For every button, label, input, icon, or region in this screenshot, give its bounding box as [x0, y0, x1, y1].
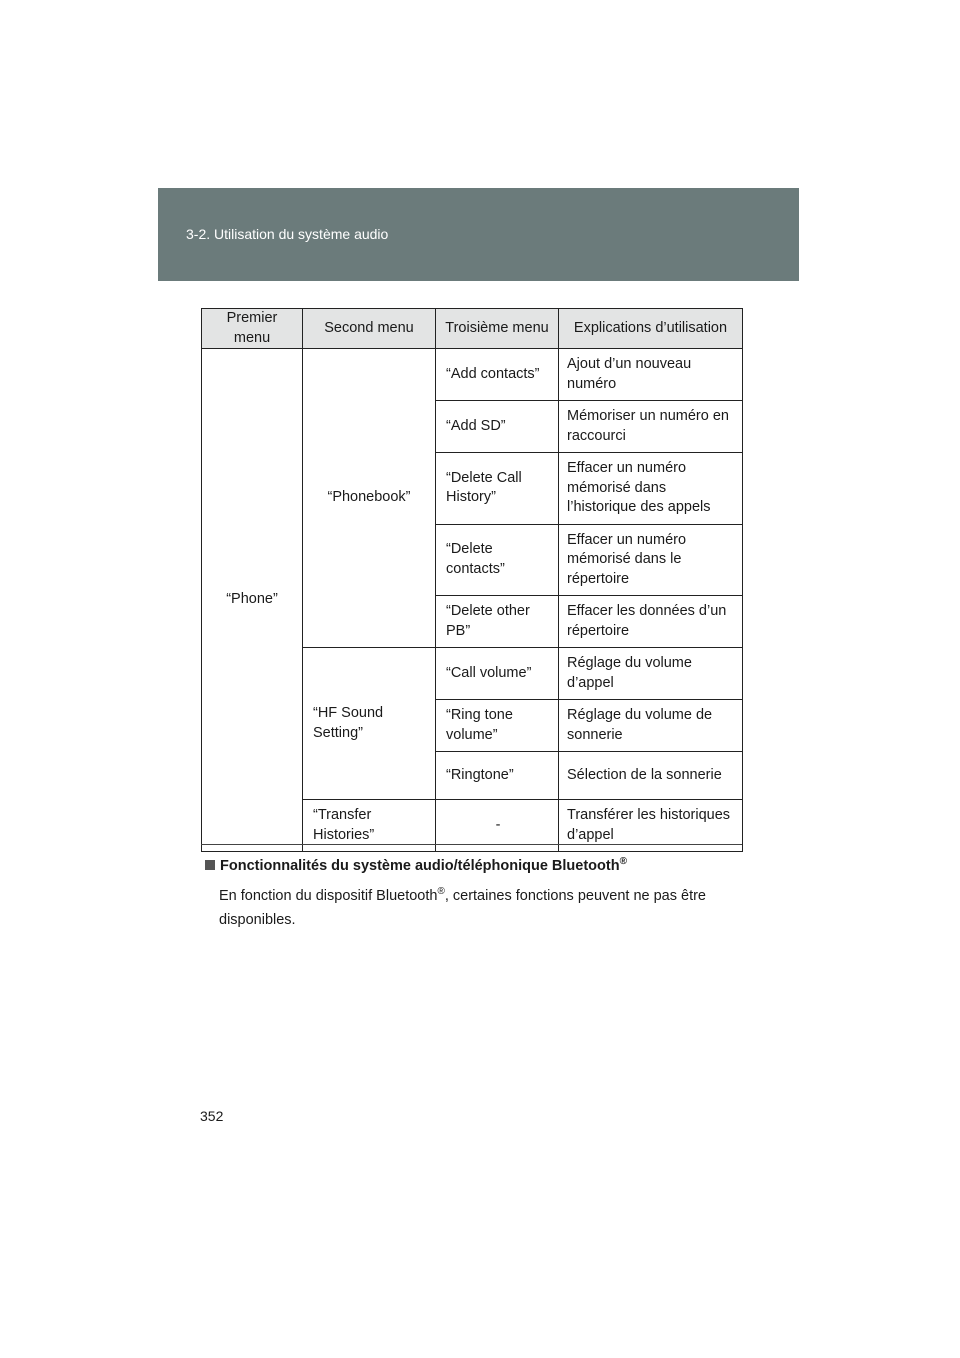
square-bullet-icon [205, 860, 215, 870]
explanation-cell: Effacer les données d’un répertoire [559, 596, 743, 648]
menu-table [201, 308, 743, 852]
column-header: Troisième menu [436, 309, 559, 349]
note-body [219, 884, 749, 932]
section-divider [201, 844, 742, 845]
explanation-cell: Effacer un numéro mémorisé dans le répertoire [559, 524, 743, 596]
explanation-cell: Mémoriser un numéro en raccourci [559, 401, 743, 453]
first-menu-cell: “Phone” [202, 349, 303, 852]
second-menu-cell: “Phonebook” [303, 349, 436, 648]
note-body-text: En fonction du dispositif Bluetooth [219, 888, 438, 904]
third-menu-cell: “Ringtone” [436, 752, 559, 800]
explanation-cell: Réglage du volume d’appel [559, 648, 743, 700]
third-menu-cell: “Call volume” [436, 648, 559, 700]
column-header: Explications d’utilisation [559, 309, 743, 349]
column-header: Second menu [303, 309, 436, 349]
section-title: 3-2. Utilisation du système audio [186, 226, 389, 242]
second-menu-cell: “HF Sound Setting” [303, 648, 436, 800]
column-header: Premier menu [202, 309, 303, 349]
explanation-cell: Effacer un numéro mémorisé dans l’historique des appels [559, 453, 743, 525]
third-menu-cell: “Add SD” [436, 401, 559, 453]
registered-mark: ® [619, 856, 627, 868]
table-row [202, 349, 743, 401]
explanation-cell: Réglage du volume de sonnerie [559, 700, 743, 752]
note-body-text: , certaines fonctions peuvent ne pas être disponibles. [219, 888, 706, 928]
page-number: 352 [200, 1108, 224, 1124]
explanation-cell: Sélection de la sonnerie [559, 752, 743, 800]
header-band [158, 188, 799, 281]
third-menu-cell: “Delete Call History” [436, 453, 559, 525]
third-menu-cell: “Ring tone volume” [436, 700, 559, 752]
third-menu-cell: “Add contacts” [436, 349, 559, 401]
third-menu-cell: - [436, 800, 559, 852]
note-title [205, 858, 627, 874]
explanation-cell: Transférer les historiques d’appel [559, 800, 743, 852]
explanation-cell: Ajout d’un nouveau numéro [559, 349, 743, 401]
note-title-text: Fonctionnalités du système audio/téléphonique Bluetooth [220, 858, 620, 874]
table-header-row [202, 309, 743, 349]
third-menu-cell: “Delete other PB” [436, 596, 559, 648]
registered-mark: ® [437, 886, 445, 898]
third-menu-cell: “Delete contacts” [436, 524, 559, 596]
second-menu-cell: “Transfer Histories” [303, 800, 436, 852]
